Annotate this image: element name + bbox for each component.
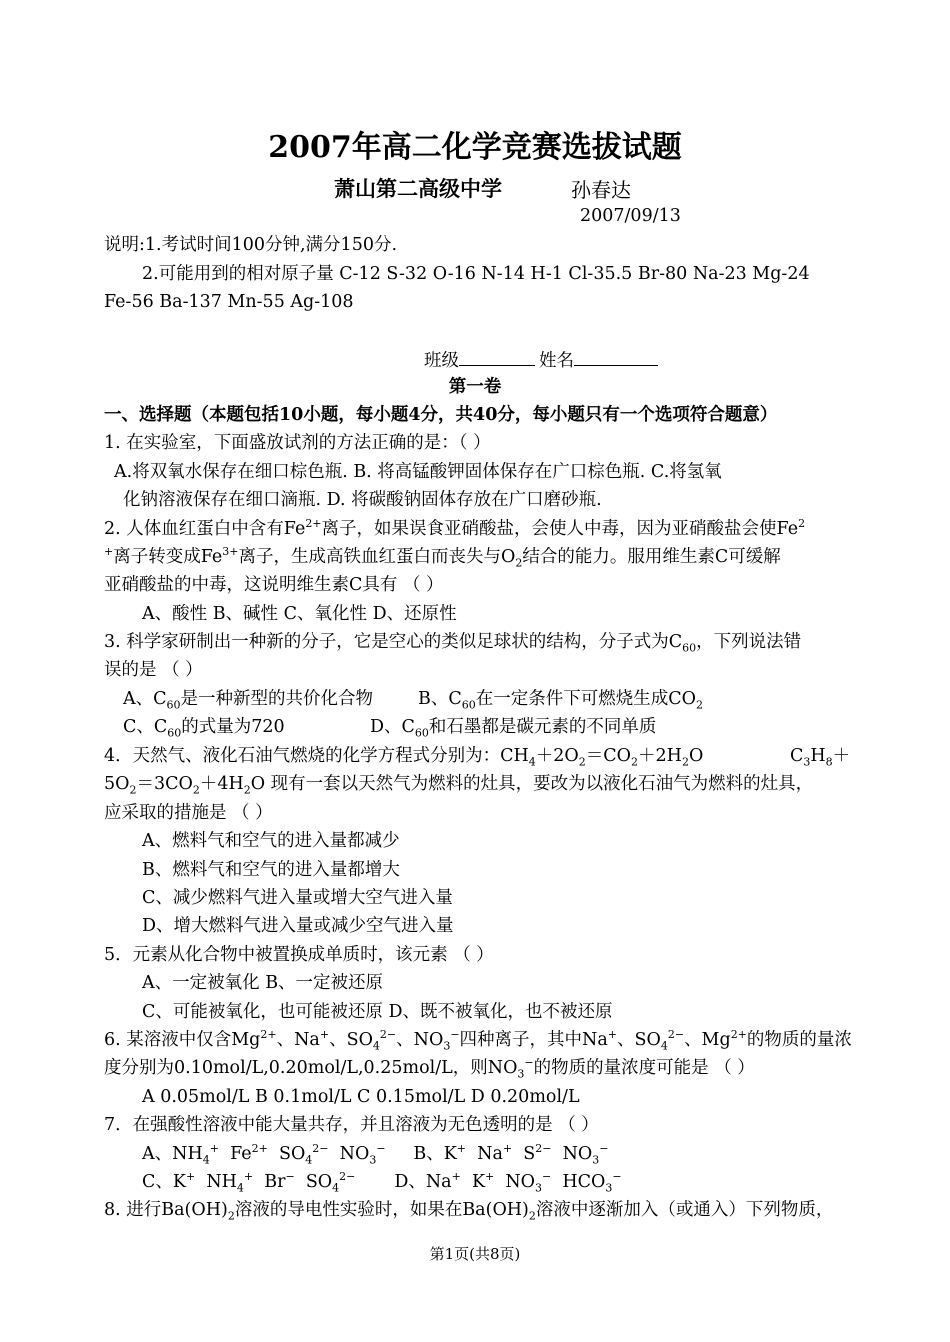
student-info-line [424, 347, 658, 373]
section-title: 一、选择题（本题包括10小题，每小题4分，共40分，每小题只有一个选项符合题意） [104, 405, 778, 425]
school-name: 萧山第二高级中学 [334, 176, 502, 201]
q5-options-1: A、一定被氧化 B、一定被还原 [142, 973, 384, 993]
q2-line-2: +离子转变成$Fe^{3+}$离子，生成高铁血红蛋白而丧失与$O_2$结合的能力。服用维生素C可缓解 [104, 545, 781, 570]
q2-line-3: 亚硝酸盐的中毒，这说明维生素C具有 （ ） [104, 575, 444, 595]
exam-title: 2007年高二化学竞赛选拔试题 [268, 130, 682, 165]
author-name: 孙春达 [571, 178, 631, 202]
q5-stem: 5．元素从化合物中被置换成单质时，该元素 （ ） [104, 945, 494, 965]
name-field[interactable] [574, 347, 658, 366]
q5-options-2: C、可能被氧化，也可能被还原 D、既不被氧化，也不被还原 [142, 1002, 613, 1022]
note-line-3: Fe-56 Ba-137 Mn-55 Ag-108 [104, 292, 354, 312]
q3-line-2: 误的是 （ ） [104, 660, 203, 680]
q7-options-2: C、K+ $NH_4^+$ Br− $SO_4^{2-}$ D、Na+ K+ $NO_3^-$ $HCO_3^-$ [142, 1170, 622, 1195]
q1-stem: 1. 在实验室，下面盛放试剂的方法正确的是：（ ） [104, 433, 491, 453]
note-line-2: 2.可能用到的相对原子量 C-12 S-32 O-16 N-14 H-1 Cl-35.5 Br-80 Na-23 Mg-24 [142, 264, 810, 284]
q4-option-c: C、减少燃料气进入量或增大空气进入量 [142, 888, 453, 908]
q4-line-1: 4．天然气、液化石油气燃烧的化学方程式分别为：$CH_4+2O_2=CO_2+2H_2O$ [104, 746, 704, 769]
q3-option-d: D、$C_{60}$和石墨都是碳元素的不同单质 [370, 717, 657, 740]
q2-line-1: 2. 人体血红蛋白中含有$Fe^{2+}$离子，如果误食亚硝酸盐，会使人中毒，因为亚硝酸盐会使Fe$^2$ [104, 517, 806, 539]
name-label: 姓名 [539, 351, 574, 371]
q6-options: A 0.05mol/L B 0.1mol/L C 0.15mol/L D 0.20mol/L [142, 1087, 580, 1107]
q4-line-3: 应采取的措施是 （ ） [104, 803, 273, 823]
class-field[interactable] [459, 347, 535, 366]
q3-option-a: A、$C_{60}$是一种新型的共价化合物 [123, 689, 374, 712]
class-label: 班级 [424, 351, 459, 371]
q3-line-1: 3. 科学家研制出一种新的分子，它是空心的类似足球状的结构，分子式为$C_{60}$，下列说法错 [104, 632, 802, 655]
q6-line-2: 度分别为0.10mol/L,0.20mol/L,0.25mol/L，则$NO_3^-$的物质的量浓度可能是 （ ） [104, 1056, 755, 1081]
note-line-1: 说明:1.考试时间100分钟,满分150分. [104, 235, 398, 255]
q4-equation-2: $C_3H_8+$ [790, 746, 851, 769]
q1-options-1: A.将双氧水保存在细口棕色瓶. B. 将高锰酸钾固体保存在广口棕色瓶. C.将氢氧 [114, 462, 722, 482]
q4-option-d: D、增大燃料气进入量或减少空气进入量 [142, 916, 454, 936]
q7-stem: 7．在强酸性溶液中能大量共存，并且溶液为无色透明的是 （ ） [104, 1115, 599, 1135]
part-title: 第一卷 [448, 377, 502, 397]
q8-line-1: 8. 进行$Ba(OH)_2$溶液的导电性实验时，如果在$Ba(OH)_2$溶液中逐渐加入（或通入）下列物质， [104, 1200, 834, 1223]
exam-date: 2007/09/13 [580, 206, 681, 226]
q4-line-2: $5O_2=3CO_2+4H_2O$ 现有一套以天然气为燃料的灶具，要改为以液化石油气为燃料的灶具， [104, 774, 814, 797]
q3-option-c: C、$C_{60}$的式量为720 [123, 717, 285, 740]
q3-option-b: B、$C_{60}$在一定条件下可燃烧生成$CO_2$ [418, 689, 703, 712]
q7-options-1: A、$NH_4^+$ $Fe^{2+}$ $SO_4^{2-}$ $NO_3^-$ B、K+ Na+ $S^{2-}$ $NO_3^-$ [142, 1142, 609, 1167]
q4-option-b: B、燃料气和空气的进入量都增大 [142, 860, 400, 880]
q2-options: A、酸性 B、碱性 C、氧化性 D、还原性 [142, 604, 457, 624]
q1-options-2: 化钠溶液保存在细口滴瓶. D. 将碳酸钠固体存放在广口磨砂瓶. [123, 490, 602, 510]
page-footer: 第1页(共8页) [429, 1245, 521, 1263]
q6-line-1: 6. 某溶液中仅含$Mg^{2+}$、Na+、$SO_4^{2-}$、$NO_3^-$四种离子，其中Na+、$SO_4^{2-}$、$Mg^{2+}$的物质的量浓 [104, 1028, 852, 1053]
q4-option-a: A、燃料气和空气的进入量都减少 [142, 831, 400, 851]
